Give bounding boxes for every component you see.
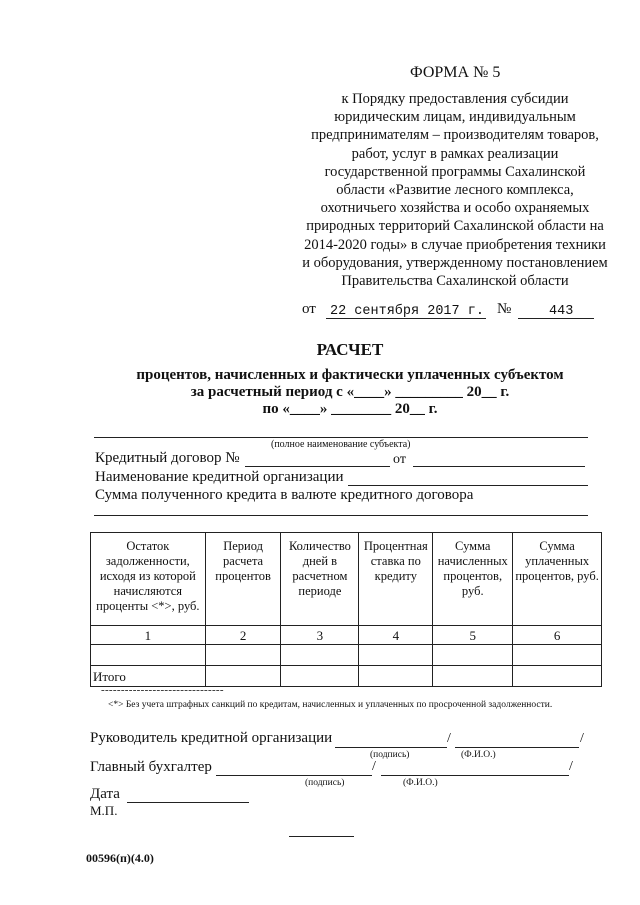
- slash-separator: /: [569, 759, 573, 774]
- column-number: 5: [433, 626, 513, 645]
- document-title: РАСЧЕТ: [316, 340, 384, 359]
- signing-date-field[interactable]: [127, 802, 249, 803]
- table-cell[interactable]: [91, 645, 206, 666]
- form-code: 00596(п)(4.0): [86, 851, 154, 865]
- date-label: Дата: [90, 786, 120, 802]
- head-signature-label: Руководитель кредитной организации: [90, 730, 333, 746]
- column-header: Процентная ставка по кредиту: [359, 533, 433, 626]
- table-cell[interactable]: [513, 645, 602, 666]
- table-cell[interactable]: [281, 666, 359, 687]
- column-number: 6: [513, 626, 602, 645]
- accountant-signature-field[interactable]: [216, 775, 372, 776]
- table-number-row: [91, 626, 602, 645]
- accountant-name-caption: (Ф.И.О.): [403, 778, 438, 788]
- column-number: 4: [359, 626, 433, 645]
- column-number: 1: [91, 626, 206, 645]
- table-header-row: [91, 533, 602, 626]
- credit-sum-field[interactable]: [94, 515, 588, 516]
- table-row: [91, 645, 602, 666]
- number-value: 443: [549, 304, 574, 319]
- column-number: 2: [205, 626, 281, 645]
- table-cell[interactable]: [433, 666, 513, 687]
- date-prefix: от: [302, 301, 316, 317]
- number-prefix: №: [497, 301, 512, 317]
- slash-separator: /: [580, 731, 584, 746]
- column-header: Сумма начисленных процентов, руб.: [433, 533, 513, 626]
- title-line-2: за расчетный период с «____» _________ 20__ г.: [190, 384, 510, 400]
- head-signature-field[interactable]: [335, 747, 447, 748]
- table-cell[interactable]: [513, 666, 602, 687]
- credit-contract-number-field[interactable]: [245, 466, 390, 467]
- credit-org-label: Наименование кредитной организации: [95, 469, 344, 485]
- slash-separator: /: [447, 731, 451, 746]
- footnote-text: <*> Без учета штрафных санкций по кредитам, начисленных и уплаченных по просроченной задолженности.: [108, 700, 553, 710]
- column-header: Сумма уплаченных процентов, руб.: [513, 533, 602, 626]
- date-value: 22 сентября 2017 г.: [330, 304, 484, 319]
- number-underline: [518, 318, 594, 319]
- head-name-caption: (Ф.И.О.): [461, 750, 496, 760]
- head-signature-caption: (подпись): [370, 750, 410, 760]
- table-cell[interactable]: [281, 645, 359, 666]
- stamp-place-label: М.П.: [90, 803, 118, 818]
- column-header: Период расчета процентов: [205, 533, 281, 626]
- head-name-field[interactable]: [455, 747, 579, 748]
- slash-separator: /: [372, 759, 376, 774]
- credit-contract-from-label: от: [393, 452, 406, 467]
- interest-calculation-table: [90, 532, 602, 687]
- table-cell[interactable]: [359, 645, 433, 666]
- column-header: Остаток задолженности, исходя из которой начисляются проценты <*>, руб.: [91, 533, 206, 626]
- order-reference: к Порядку предоставления субсидии юридическим лицам, индивидуальным предпринимателям – производителям товаров, работ, услуг в рамках реализации государственной программы Сахалинской области «Развитие лесного комплекса, охотничьего хозяйства и особо охраняемых природных территорий Сахалинской области на 2014-2020 годы» в случае приобретения техники и оборудования, утвержденному постановлением Правительства Сахалинской области: [302, 91, 608, 290]
- credit-contract-label: Кредитный договор №: [95, 450, 240, 466]
- accountant-name-field[interactable]: [381, 775, 569, 776]
- table-cell[interactable]: [359, 666, 433, 687]
- footnote-separator: -------------------------------: [101, 684, 224, 696]
- subject-caption: (полное наименование субъекта): [271, 439, 411, 450]
- date-underline: [326, 318, 486, 319]
- credit-sum-label: Сумма полученного кредита в валюте кредитного договора: [95, 487, 474, 503]
- title-line-3: по «____» ________ 20__ г.: [262, 401, 438, 417]
- total-label: Итого: [91, 666, 206, 687]
- subject-name-line[interactable]: [94, 437, 588, 438]
- accountant-signature-label: Главный бухгалтер: [90, 759, 212, 775]
- column-header: Количество дней в расчетном периоде: [281, 533, 359, 626]
- table-cell[interactable]: [433, 645, 513, 666]
- accountant-signature-caption: (подпись): [305, 778, 345, 788]
- column-number: 3: [281, 626, 359, 645]
- form-title: ФОРМА № 5: [410, 64, 501, 81]
- title-line-1: процентов, начисленных и фактически уплаченных субъектом: [136, 367, 564, 383]
- table-cell[interactable]: [205, 645, 281, 666]
- credit-contract-date-field[interactable]: [413, 466, 585, 467]
- credit-org-field[interactable]: [348, 485, 588, 486]
- page-divider: [289, 836, 354, 837]
